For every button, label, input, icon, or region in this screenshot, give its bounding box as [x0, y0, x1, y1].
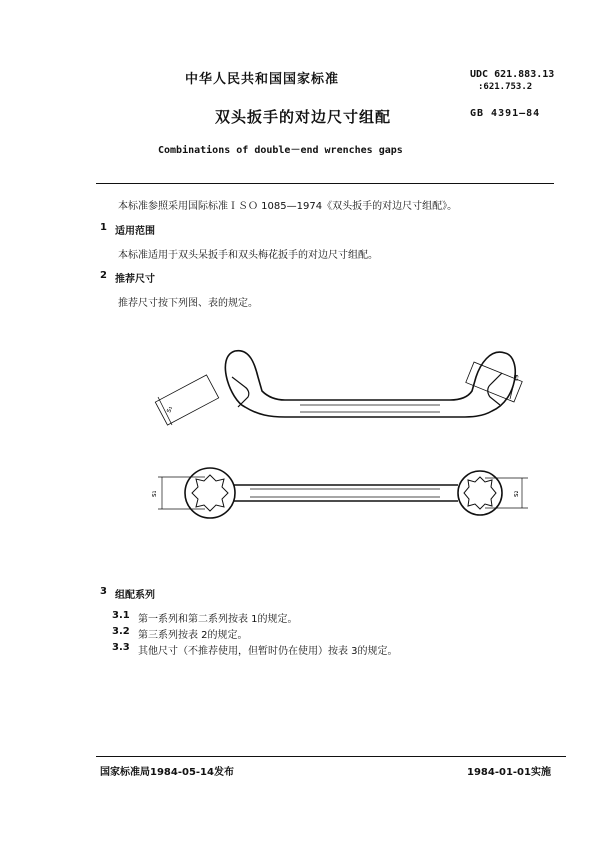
document-title-cn: 双头扳手的对边尺寸组配: [215, 108, 392, 126]
clause-3-1-text: 第一系列和第二系列按表 1的规定。: [138, 614, 298, 625]
bottom-rule: [96, 756, 566, 757]
open-end-left-label: s₁: [164, 404, 175, 414]
clause-3-3-text: 其他尺寸（不推荐使用，但暂时仍在使用）按表 3的规定。: [138, 646, 398, 657]
open-end-wrench-drawing: [225, 351, 515, 417]
section-1-number: 1: [100, 222, 107, 233]
clause-3-3-number: 3.3: [112, 642, 130, 653]
document-title-en: Combinations of double－end wrenches gaps: [158, 145, 403, 156]
section-3-number: 3: [100, 586, 107, 597]
intro-paragraph: 本标准参照采用国际标准ＩＳＯ 1085—1974《双头扳手的对边尺寸组配》。: [118, 201, 458, 212]
open-end-right-label: s₂: [512, 373, 522, 382]
section-3-heading: 组配系列: [115, 590, 155, 601]
udc-code: UDC 621.883.13: [470, 69, 555, 80]
clause-3-2-number: 3.2: [112, 626, 130, 637]
ring-left-bi-hex: [192, 475, 228, 511]
effective-date: 1984-01-01实施: [467, 767, 551, 778]
standard-number: GB 4391—84: [470, 108, 541, 119]
top-rule: [96, 183, 554, 184]
section-2-text: 推荐尺寸按下列图、表的规定。: [118, 298, 258, 309]
section-1-heading: 适用范围: [115, 226, 155, 237]
udc-code-continued: :621.753.2: [478, 82, 533, 92]
open-end-left-dimension: [155, 375, 218, 425]
issue-date: 国家标准局1984-05-14发布: [100, 767, 234, 778]
ring-right-label: s₂: [512, 490, 520, 497]
wrench-figure: [150, 345, 530, 535]
section-1-text: 本标准适用于双头呆扳手和双头梅花扳手的对边尺寸组配。: [118, 250, 378, 261]
ring-left-dimension: [158, 477, 205, 509]
ring-wrench-drawing: [185, 468, 502, 518]
clause-3-2-text: 第三系列按表 2的规定。: [138, 630, 248, 641]
ring-left-label: s₁: [150, 490, 158, 497]
national-standard-heading: 中华人民共和国国家标准: [185, 72, 340, 87]
section-2-heading: 推荐尺寸: [115, 274, 155, 285]
clause-3-1-number: 3.1: [112, 610, 130, 621]
section-2-number: 2: [100, 270, 107, 281]
ring-right-bi-hex: [464, 477, 496, 509]
